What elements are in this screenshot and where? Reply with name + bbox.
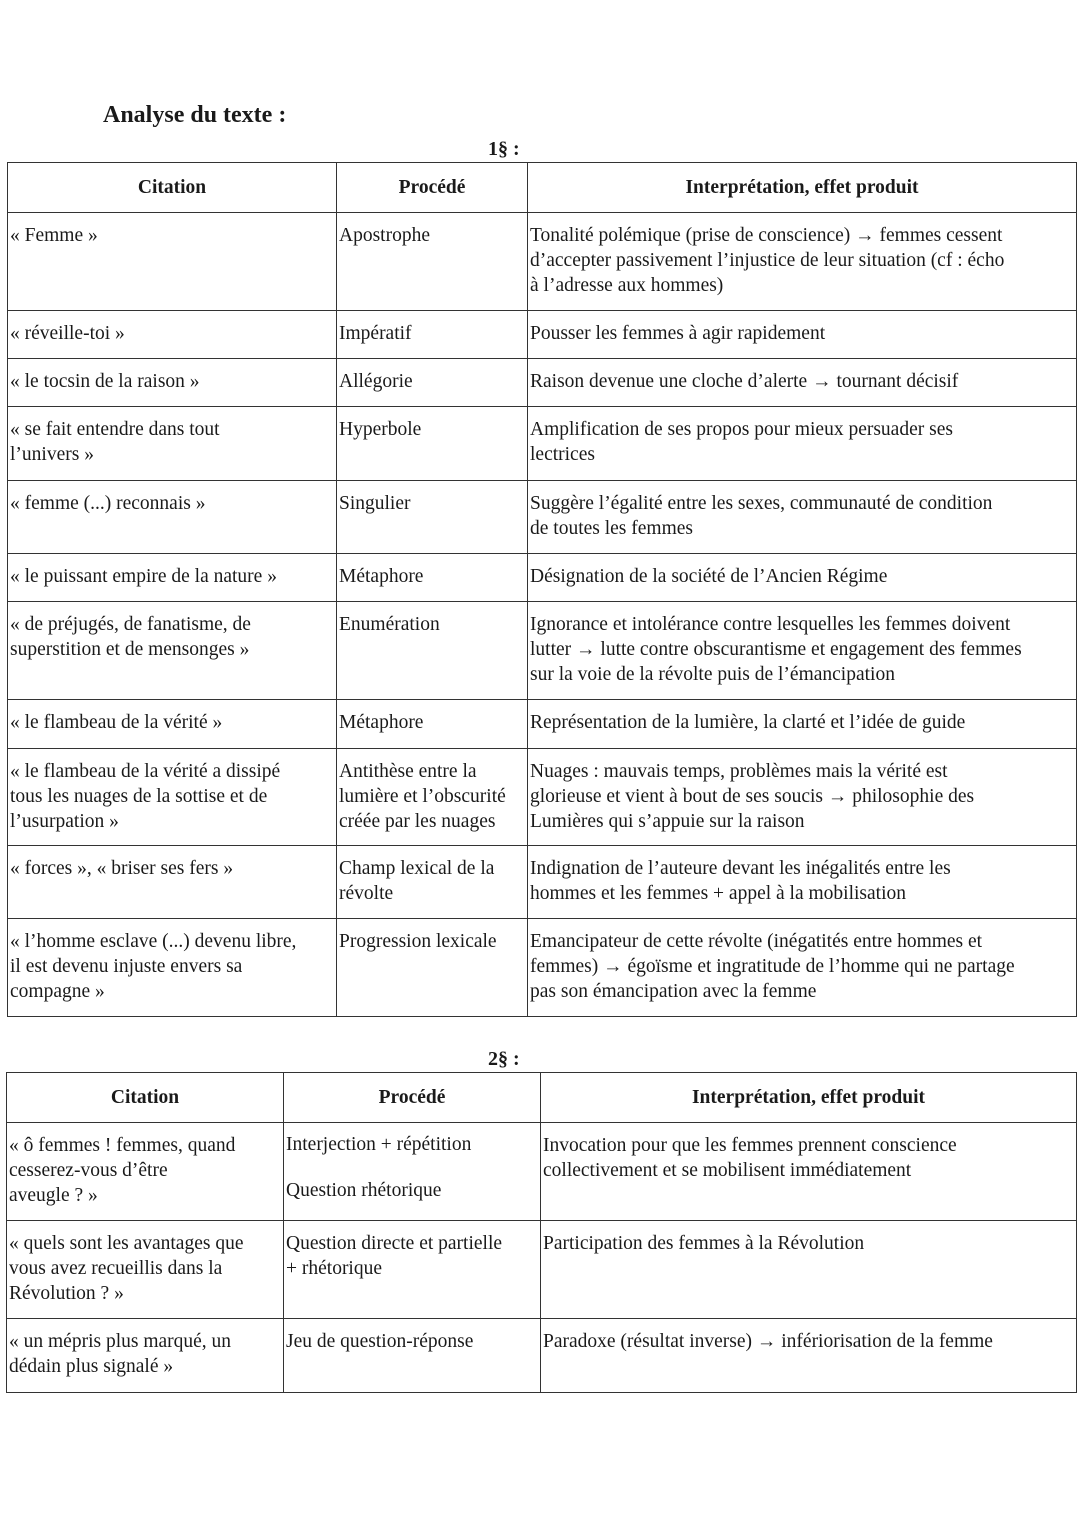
interpretation-cell: Représentation de la lumière, la clarté et l’idée de guide bbox=[528, 700, 1077, 749]
interpretation-cell: Paradoxe (résultat inverse) → infériorisation de la femme bbox=[541, 1319, 1077, 1393]
procede-cell: Hyperbole bbox=[337, 407, 528, 481]
table-header-row bbox=[8, 163, 1077, 213]
interpretation-cell: Tonalité polémique (prise de conscience) → femmes cessent d’accepter passivement l’injustice de leur situation (cf : écho à l’adresse aux hommes) bbox=[528, 213, 1077, 311]
procede-cell: Métaphore bbox=[337, 554, 528, 602]
interpretation-cell: Suggère l’égalité entre les sexes, communauté de condition de toutes les femmes bbox=[528, 481, 1077, 554]
procede-cell: Champ lexical de la révolte bbox=[337, 846, 528, 919]
interpretation-cell: Participation des femmes à la Révolution bbox=[541, 1221, 1077, 1319]
table-row bbox=[7, 1221, 1077, 1319]
interpretation-cell: Nuages : mauvais temps, problèmes mais la vérité est glorieuse et vient à bout de ses soucis → philosophie des Lumières qui s’appuie sur la raison bbox=[528, 749, 1077, 846]
procede-cell: Impératif bbox=[337, 311, 528, 359]
table-row bbox=[8, 749, 1077, 846]
table-row bbox=[8, 700, 1077, 749]
citation-cell: « le tocsin de la raison » bbox=[8, 359, 337, 407]
interpretation-cell: Désignation de la société de l’Ancien Régime bbox=[528, 554, 1077, 602]
table-row bbox=[8, 554, 1077, 602]
section-label-1: 1§ : bbox=[488, 138, 520, 160]
citation-cell: « femme (...) reconnais » bbox=[8, 481, 337, 554]
procede-cell: Métaphore bbox=[337, 700, 528, 749]
procede-cell: Jeu de question-réponse bbox=[284, 1319, 541, 1393]
procede-cell: Progression lexicale bbox=[337, 919, 528, 1017]
header-interpretation: Interprétation, effet produit bbox=[528, 163, 1077, 213]
procede-cell: Singulier bbox=[337, 481, 528, 554]
citation-cell: « le flambeau de la vérité a dissipé tous les nuages de la sottise et de l’usurpation » bbox=[8, 749, 337, 846]
table-row bbox=[8, 846, 1077, 919]
citation-cell: « se fait entendre dans tout l’univers » bbox=[8, 407, 337, 481]
interpretation-cell: Indignation de l’auteure devant les inégalités entre les hommes et les femmes + appel à la mobilisation bbox=[528, 846, 1077, 919]
table-row bbox=[8, 919, 1077, 1017]
interpretation-cell: Pousser les femmes à agir rapidement bbox=[528, 311, 1077, 359]
analysis-table-2 bbox=[6, 1072, 1077, 1393]
procede-cell: Antithèse entre la lumière et l’obscurité créée par les nuages bbox=[337, 749, 528, 846]
section-label-2: 2§ : bbox=[488, 1048, 520, 1070]
citation-cell: « ô femmes ! femmes, quand cesserez-vous d’être aveugle ? » bbox=[7, 1123, 284, 1221]
citation-cell: « l’homme esclave (...) devenu libre, il est devenu injuste envers sa compagne » bbox=[8, 919, 337, 1017]
table-header-row bbox=[7, 1073, 1077, 1123]
procede-cell: Question directe et partielle + rhétorique bbox=[284, 1221, 541, 1319]
analysis-table-1 bbox=[7, 162, 1077, 1017]
table-row bbox=[8, 359, 1077, 407]
table-row bbox=[8, 602, 1077, 700]
interpretation-cell: Raison devenue une cloche d’alerte → tournant décisif bbox=[528, 359, 1077, 407]
citation-cell: « le flambeau de la vérité » bbox=[8, 700, 337, 749]
header-procede: Procédé bbox=[284, 1073, 541, 1123]
table-row bbox=[8, 407, 1077, 481]
citation-cell: « forces », « briser ses fers » bbox=[8, 846, 337, 919]
procede-cell: Enumération bbox=[337, 602, 528, 700]
header-procede: Procédé bbox=[337, 163, 528, 213]
table-row bbox=[8, 481, 1077, 554]
procede-cell: Apostrophe bbox=[337, 213, 528, 311]
citation-cell: « un mépris plus marqué, un dédain plus signalé » bbox=[7, 1319, 284, 1393]
interpretation-cell: Invocation pour que les femmes prennent conscience collectivement et se mobilisent immédiatement bbox=[541, 1123, 1077, 1221]
interpretation-cell: Emancipateur de cette révolte (inégatités entre hommes et femmes) → égoïsme et ingratitude de l’homme qui ne partage pas son émancipation avec la femme bbox=[528, 919, 1077, 1017]
header-citation: Citation bbox=[7, 1073, 284, 1123]
table-row bbox=[7, 1123, 1077, 1221]
table-row bbox=[8, 311, 1077, 359]
procede-cell: Interjection + répétition Question rhétorique bbox=[284, 1123, 541, 1221]
interpretation-cell: Amplification de ses propos pour mieux persuader ses lectrices bbox=[528, 407, 1077, 481]
citation-cell: « de préjugés, de fanatisme, de superstition et de mensonges » bbox=[8, 602, 337, 700]
procede-cell: Allégorie bbox=[337, 359, 528, 407]
table-row bbox=[8, 213, 1077, 311]
citation-cell: « réveille-toi » bbox=[8, 311, 337, 359]
citation-cell: « le puissant empire de la nature » bbox=[8, 554, 337, 602]
header-interpretation: Interprétation, effet produit bbox=[541, 1073, 1077, 1123]
interpretation-cell: Ignorance et intolérance contre lesquelles les femmes doivent lutter → lutte contre obscurantisme et engagement des femmes sur la voie de la révolte puis de l’émancipation bbox=[528, 602, 1077, 700]
page-title: Analyse du texte : bbox=[103, 102, 287, 128]
header-citation: Citation bbox=[8, 163, 337, 213]
citation-cell: « quels sont les avantages que vous avez recueillis dans la Révolution ? » bbox=[7, 1221, 284, 1319]
citation-cell: « Femme » bbox=[8, 213, 337, 311]
table-row bbox=[7, 1319, 1077, 1393]
